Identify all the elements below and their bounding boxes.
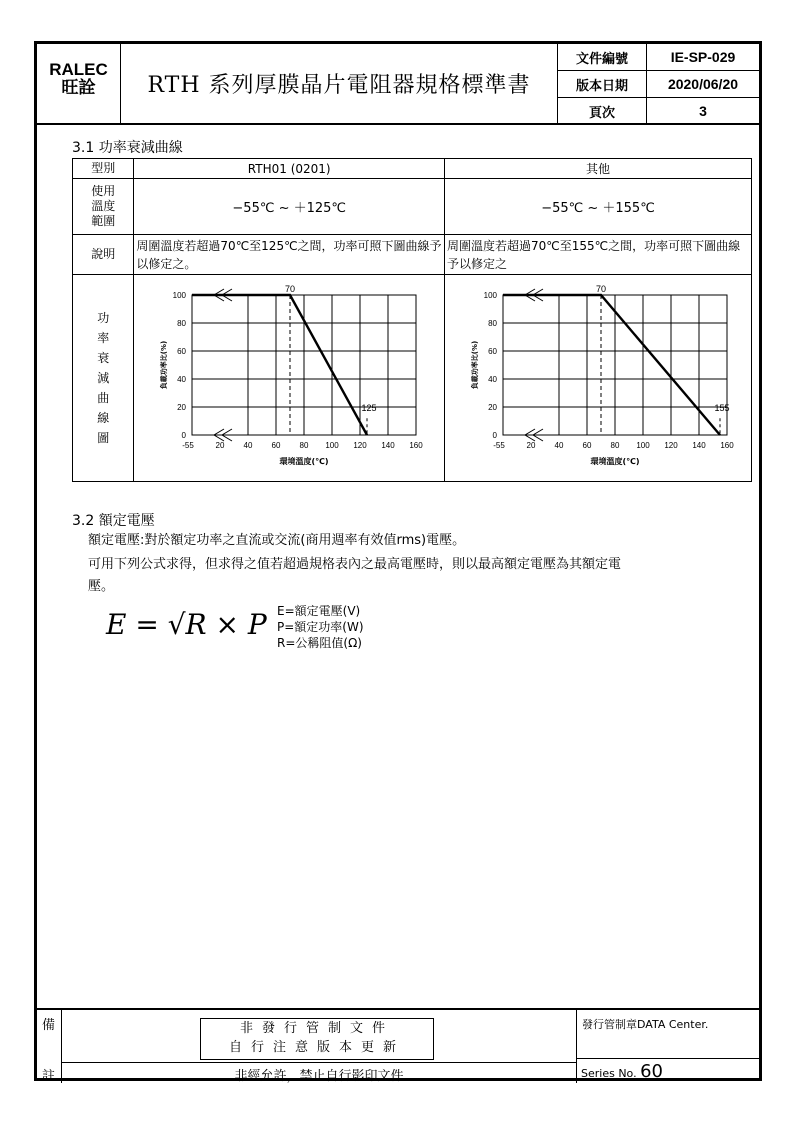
doc-number-value: IE-SP-029: [647, 44, 760, 71]
y-tick-label: 80: [177, 319, 187, 328]
temp-range-label: [73, 179, 134, 235]
y-tick-label: 0: [492, 431, 497, 440]
annotation-knee: 70: [595, 284, 607, 294]
variable-p: P=額定功率(W): [277, 620, 364, 634]
x-tick-label: 120: [664, 441, 678, 450]
temp-range-other: −55℃ ~ ＋155℃: [445, 179, 752, 235]
x-tick-label: -55: [493, 441, 505, 450]
y-tick-label: 0: [181, 431, 187, 440]
control-stamp: [200, 1018, 434, 1060]
annotation-end: 125: [361, 403, 377, 414]
rated-voltage-note: 可用下列公式求得，但求得之值若超過規格表內之最高電壓時，則以最高額定電壓為其額定電: [88, 557, 622, 572]
x-tick-label: 120: [353, 441, 368, 450]
x-tick-label: 140: [381, 441, 396, 450]
description-rth01: 周圍溫度若超過70℃至125℃之間，功率可照下圖曲線予以修定之。: [134, 235, 445, 275]
doc-number-label: 文件編號: [558, 44, 647, 71]
derating-chart-rth01: [134, 275, 440, 478]
document-footer: [37, 1008, 759, 1083]
chart-cell-rth01: [134, 275, 445, 482]
y-tick-label: 60: [177, 347, 187, 356]
footer-divider: [576, 1010, 577, 1083]
document-header: [37, 44, 759, 125]
y-tick-label: 40: [488, 375, 497, 384]
derating-chart-other: [445, 275, 751, 478]
description-other: 周圍溫度若超過70℃至155℃之間，功率可照下圖曲線予以修定之: [445, 235, 752, 275]
logo-text-en: RALEC: [49, 60, 108, 79]
rated-voltage-definition: 額定電壓:對於額定功率之直流或交流(商用週率有效值rms)電壓。: [88, 533, 466, 548]
variable-e: E=額定電壓(V): [277, 604, 361, 618]
x-tick-label: -55: [182, 441, 195, 450]
y-tick-label: 40: [177, 375, 187, 384]
annotation-knee: 70: [285, 284, 296, 294]
type-label: 型別: [73, 159, 134, 179]
chart-row-label: [73, 275, 134, 482]
temp-range-rth01: −55℃ ~ ＋125℃: [134, 179, 445, 235]
y-axis-label: 負載功率比(%): [160, 340, 169, 390]
type-rth01: RTH01 (0201): [134, 159, 445, 179]
remark-label-top: 備: [42, 1018, 56, 1033]
description-label: 說明: [73, 235, 134, 275]
version-date-value: 2020/06/20: [647, 71, 760, 98]
page-label: 頁次: [558, 98, 647, 125]
x-tick-label: 100: [636, 441, 650, 450]
voltage-formula: E = √R × P: [106, 608, 267, 641]
x-tick-label: 160: [720, 441, 734, 450]
rated-voltage-note-end: 壓。: [88, 579, 115, 594]
y-tick-label: 20: [177, 403, 187, 412]
version-date-label: 版本日期: [558, 71, 647, 98]
x-axis-label: 環境溫度(℃): [279, 457, 329, 466]
derating-spec-table: [72, 158, 752, 482]
section-heading-3-2: 3.2 額定電壓: [72, 513, 155, 529]
x-tick-label: 60: [271, 441, 281, 450]
x-tick-label: 140: [692, 441, 706, 450]
y-tick-label: 80: [488, 319, 497, 328]
x-tick-label: 80: [610, 441, 620, 450]
y-tick-label: 100: [173, 291, 187, 300]
notice-divider: [62, 1062, 576, 1063]
x-tick-label: 160: [409, 441, 424, 450]
x-tick-label: 40: [243, 441, 253, 450]
x-axis-label: 環境溫度(℃): [590, 457, 640, 466]
company-logo: [37, 44, 121, 123]
formula-variables: [277, 603, 364, 651]
issuer-text: 發行管制章DATA Center.: [582, 1018, 709, 1031]
x-tick-label: 80: [299, 441, 309, 450]
chart-row-label-text: 功率衰減曲線圖: [97, 311, 110, 445]
x-tick-label: 20: [215, 441, 225, 450]
derating-curve: [503, 295, 720, 435]
series-divider: [577, 1058, 759, 1059]
x-tick-label: 60: [582, 441, 592, 450]
page-value: 3: [699, 103, 707, 119]
remark-label-bottom: 註: [42, 1069, 56, 1084]
stamp-line1: 非發行管制文件: [239, 1021, 394, 1036]
x-tick-label: 40: [554, 441, 564, 450]
y-tick-label: 20: [488, 403, 497, 412]
section-heading-3-1: 3.1 功率衰減曲線: [72, 140, 183, 156]
y-tick-label: 60: [488, 347, 497, 356]
derating-curve: [192, 295, 367, 435]
temp-range-label-text: 使用溫度範圍: [91, 184, 116, 228]
variable-r: R=公稱阻值(Ω): [277, 636, 362, 650]
logo-text-zh: 旺詮: [61, 78, 96, 97]
x-tick-label: 20: [526, 441, 536, 450]
y-axis-label: 負載功率比(%): [471, 340, 479, 390]
series-label: Series No.: [581, 1067, 637, 1080]
stamp-line2: 自行注意版本更新: [228, 1040, 405, 1055]
x-tick-label: 100: [325, 441, 340, 450]
type-other: 其他: [445, 159, 752, 179]
y-tick-label: 100: [483, 291, 497, 300]
copy-notice: 非經允許，禁止自行影印文件: [234, 1069, 404, 1084]
series-value: 60: [640, 1061, 663, 1082]
document-meta: [558, 44, 759, 123]
remark-column: [37, 1010, 61, 1083]
annotation-end: 155: [714, 403, 730, 414]
chart-cell-other: [445, 275, 752, 482]
series-number: [581, 1061, 663, 1082]
document-title: RTH 系列厚膜晶片電阻器規格標準書: [121, 44, 558, 123]
